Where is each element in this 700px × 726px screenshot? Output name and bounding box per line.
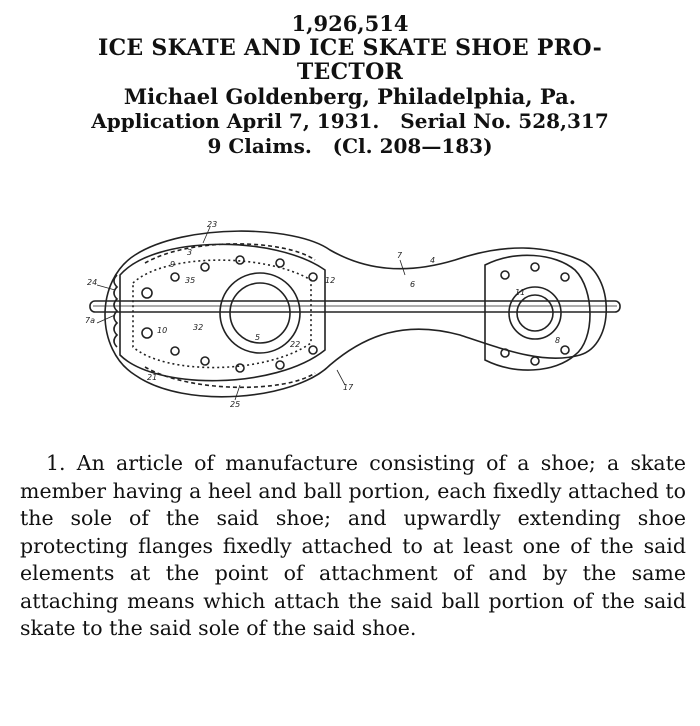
figure-label: 4 (430, 256, 436, 265)
figure-label: 6 (410, 280, 416, 289)
patent-header (0, 12, 700, 159)
figure-label: 24 (87, 278, 98, 287)
figure-label: 23 (207, 220, 218, 229)
figure-label: 35 (185, 276, 196, 285)
figure-label: 5 (255, 333, 261, 342)
figure-label: 7a (85, 316, 95, 325)
claim-text: 1. An article of manufacture consisting of a shoe; a skate member having a heel and ball portion, each fixedly attached to the sole of the said shoe; and upwardly extending shoe protecting flanges fixedly attached to at least one of the said elements at the point of attachment of and by the same attaching means which attach the said ball portion of the said skate to the said sole of the said shoe. (20, 451, 686, 640)
figure-label: 17 (343, 383, 354, 392)
figure-label: 32 (193, 323, 204, 332)
figure-label: 22 (290, 340, 301, 349)
patent-title-line1: ICE SKATE AND ICE SKATE SHOE PRO- (97, 35, 603, 61)
application-line: Application April 7, 1931. Serial No. 528,317 (91, 109, 609, 133)
skate-blade (90, 301, 620, 312)
figure-label: 10 (157, 326, 168, 335)
figure-label: 3 (187, 248, 193, 257)
figure-label: 12 (325, 276, 336, 285)
figure-label: 9 (170, 260, 176, 269)
figure-label: 8 (555, 336, 561, 345)
figure-label: 21 (147, 373, 158, 382)
figure-label: 11 (515, 288, 526, 297)
figure-label: 7 (397, 251, 403, 260)
skate-drawing (75, 215, 635, 415)
inventor: Michael Goldenberg, Philadelphia, Pa. (123, 84, 577, 109)
patent-number: 1,926,514 (291, 11, 409, 36)
heel-inner-line (133, 260, 311, 367)
skate-figure-svg (75, 215, 635, 415)
claims-line: 9 Claims. (Cl. 208—183) (207, 134, 493, 158)
figure-label: 25 (230, 400, 241, 409)
patent-title-line2: TECTOR (296, 59, 404, 85)
heel-wavy-edge (114, 275, 117, 347)
